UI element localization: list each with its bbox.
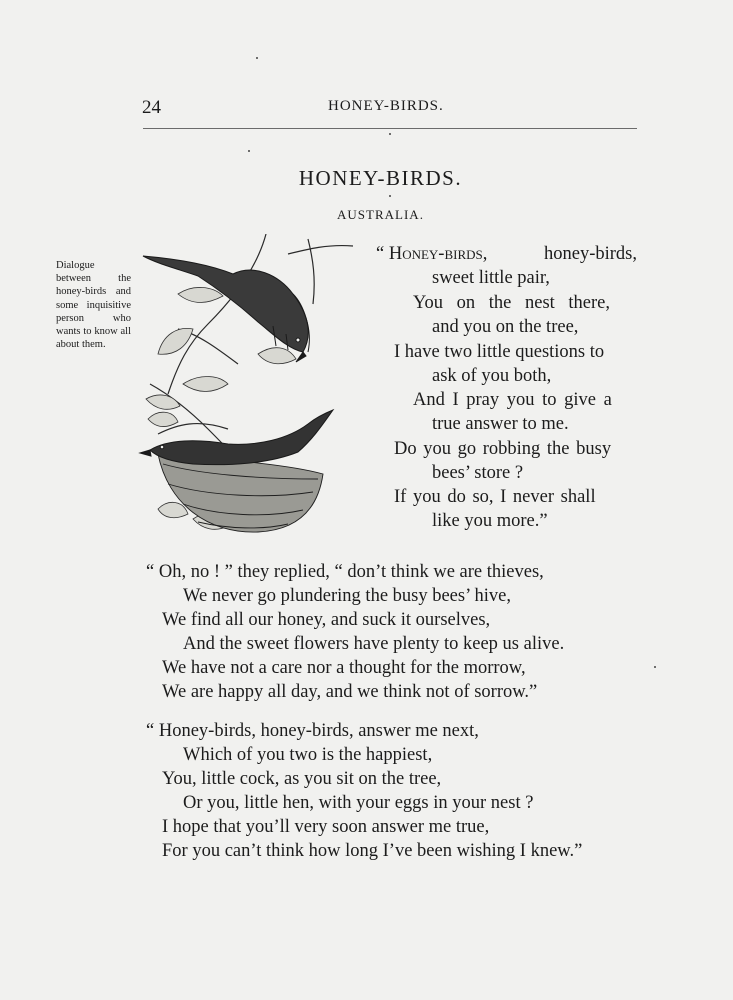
stanza-3-line-6: For you can’t think how long I’ve been wishing I knew.” [162, 841, 583, 861]
stanza-2-line-2: We never go plundering the busy bees’ hive, [183, 586, 511, 606]
poem-subtitle: AUSTRALIA. [337, 207, 424, 222]
stanza-1-line-1 [376, 242, 637, 266]
stanza-2-line-1: “ Oh, no ! ” they replied, “ don’t think we are thieves, [146, 562, 544, 582]
stanza-1-line-1-open: “ H [376, 244, 403, 264]
stanza-1-line-12: like you more.” [432, 511, 548, 531]
stanza-1-line-4: and you on the tree, [432, 317, 579, 337]
paper-speck [248, 150, 250, 152]
page-number: 24 [142, 97, 161, 118]
paper-speck [654, 666, 656, 668]
paper-speck [389, 133, 391, 135]
stanza-1-line-7: And I pray you to give a [413, 390, 612, 410]
stanza-1-line-1-rest: honey-birds, [544, 244, 637, 264]
stanza-2-line-3: We find all our honey, and suck it ourselves, [162, 610, 491, 630]
stanza-1-line-10: bees’ store ? [432, 463, 524, 483]
stanza-1-line-3: You on the nest there, [413, 293, 611, 313]
stanza-1-line-5: I have two little questions to [394, 342, 605, 362]
running-head: HONEY-BIRDS. [328, 98, 444, 114]
honey-birds-illustration [138, 234, 368, 556]
stanza-3-line-5: I hope that you’ll very soon answer me true, [162, 817, 490, 837]
margin-sidenote: Dialogue between the honey-birds and some inquisitive person who wants to know all about them. [56, 260, 131, 351]
stanza-2-line-4: And the sweet flowers have plenty to keep us alive. [183, 634, 565, 654]
stanza-1-line-8: true answer to me. [432, 414, 569, 434]
paper-speck [389, 195, 391, 197]
stanza-2-line-5: We have not a care nor a thought for the morrow, [162, 658, 526, 678]
stanza-2-line-6: We are happy all day, and we think not of sorrow.” [162, 682, 538, 702]
nest [158, 454, 323, 532]
poem-title: HONEY-BIRDS. [298, 166, 463, 190]
stanza-1-line-1-start [376, 242, 487, 266]
stanza-1-line-11: If you do so, I never shall [394, 487, 596, 507]
stanza-3-line-4: Or you, little hen, with your eggs in your nest ? [183, 793, 534, 813]
stanza-1-line-9: Do you go robbing the busy [394, 439, 612, 459]
paper-speck [256, 57, 258, 59]
stanza-3-line-2: Which of you two is the happiest, [183, 745, 433, 765]
stanza-1-line-2: sweet little pair, [432, 268, 550, 288]
stanza-3-line-1: “ Honey-birds, honey-birds, answer me next, [146, 721, 479, 741]
header-rule [143, 128, 637, 129]
stanza-3-line-3: You, little cock, as you sit on the tree, [162, 769, 442, 789]
stanza-1-line-6: ask of you both, [432, 366, 552, 386]
stanza-1-line-1-caps: oney-birds, [402, 244, 488, 264]
